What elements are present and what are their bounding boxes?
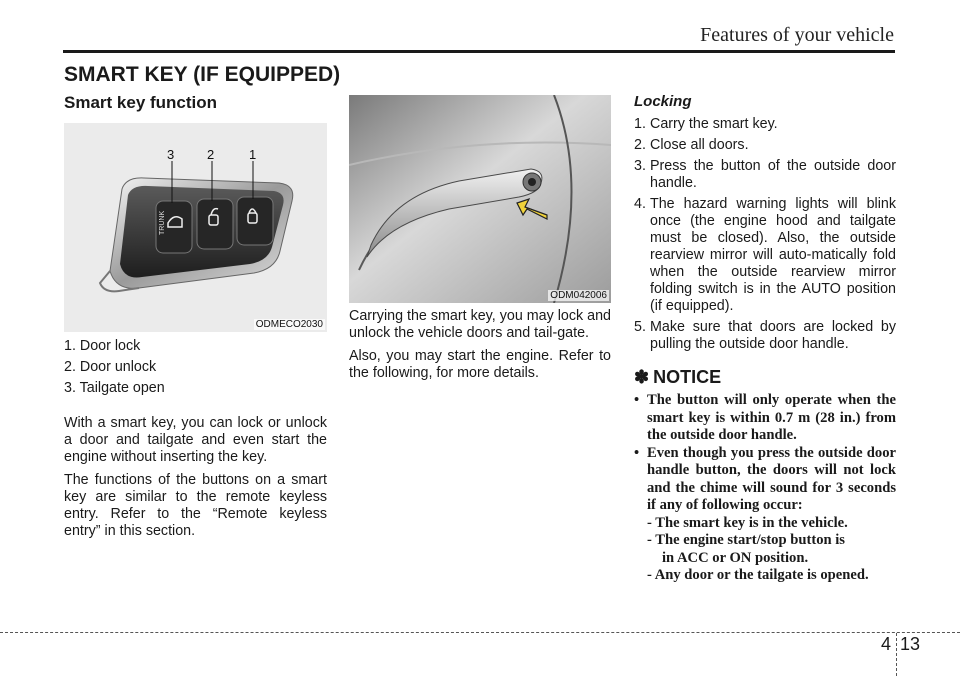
callout-1: 1 [249, 147, 257, 162]
list-item: • The button will only operate when the smart key is within 0.7 m (28 in.) from the outside door handle. [634, 392, 896, 443]
list-item: 3. Tailgate open [64, 380, 165, 396]
chapter-number: 4 [881, 634, 892, 654]
list-item: - The smart key is in the vehicle. [647, 514, 848, 531]
bullet-icon: • [634, 392, 640, 408]
list-item: - The engine start/stop button is [647, 532, 845, 548]
list-item: in ACC or ON position. [662, 549, 809, 566]
paragraph: Carrying the smart key, you may lock and unlock the vehicle doors and tail-gate. [349, 308, 611, 341]
paragraph: With a smart key, you can lock or unlock a door and tailgate and even start the engine without inserting the key. [64, 415, 327, 465]
column-2 [349, 308, 611, 388]
section-title: SMART KEY (IF EQUIPPED) [64, 63, 341, 86]
column-1 [64, 338, 327, 546]
paragraph: Also, you may start the engine. Refer to the following, for more details. [349, 348, 611, 381]
door-handle-figure [349, 95, 611, 303]
column-3 [634, 93, 896, 585]
list-item: 2. Close all doors. [634, 137, 749, 153]
list-item: • Even though you press the outside door handle button, the doors will not lock and the chime will sound for 3 seconds if any of following occur: [634, 444, 896, 513]
page-number: 13 [900, 634, 921, 654]
header-rule [63, 50, 895, 53]
figure-code: ODM042006 [550, 290, 607, 301]
list-item: 3. Press the button of the outside door handle. [634, 158, 896, 191]
callout-3: 3 [167, 147, 175, 162]
subsection-title: Smart key function [64, 93, 218, 112]
asterisk-icon: ✽ [634, 367, 650, 387]
callout-2: 2 [207, 147, 215, 162]
footer-rule [0, 632, 960, 633]
smart-key-illustration [64, 123, 327, 332]
smart-key-figure [64, 123, 327, 332]
door-handle-illustration [349, 95, 611, 303]
locking-heading: Locking [634, 93, 692, 110]
notice-body [634, 392, 896, 585]
page-divider [896, 633, 897, 676]
key-button-label: TRUNK [159, 210, 166, 235]
list-item: 1. Carry the smart key. [634, 116, 778, 132]
list-item: 4. The hazard warning lights will blink once (the engine hood and tailgate must be closed). Also, the outside rearview mirror will auto-matically fold when the outside rearview mirror folding switch is in the AUTO position (if equipped). [634, 196, 896, 314]
locking-steps [634, 116, 896, 353]
figure-code: ODMECO2030 [255, 319, 323, 330]
list-item: 1. Door lock [64, 338, 141, 354]
paragraph: The functions of the buttons on a smart key are similar to the remote keyless entry. Refer to the “Remote keyless entry” in this section. [64, 472, 327, 539]
key-parts-list [64, 338, 327, 397]
notice-heading: ✽ NOTICE [634, 367, 722, 387]
bullet-icon: • [634, 444, 640, 461]
list-item: 5. Make sure that doors are locked by pulling the outside door handle. [634, 319, 896, 352]
list-item: 2. Door unlock [64, 359, 157, 375]
running-header: Features of your vehicle [700, 24, 894, 46]
list-item: - Any door or the tailgate is opened. [647, 567, 869, 583]
